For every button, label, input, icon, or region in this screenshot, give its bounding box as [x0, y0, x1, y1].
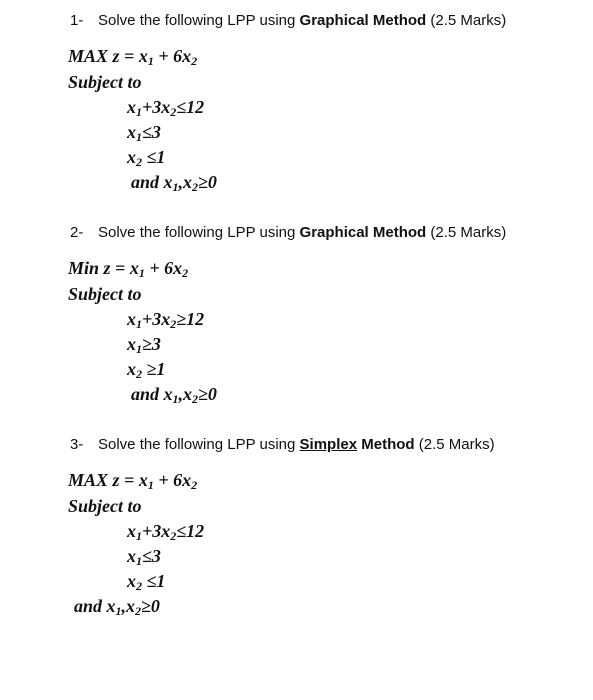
- math-subscript: 1: [172, 392, 179, 406]
- math-subscript: 1: [138, 266, 145, 280]
- marks-text: (2.5 Marks): [414, 436, 495, 453]
- math-term: ≤12: [176, 521, 205, 541]
- method-name: Graphical Method: [299, 12, 427, 29]
- marks-text: (2.5 Marks): [426, 12, 507, 29]
- math-subscript: 2: [192, 392, 199, 406]
- objective-function: [68, 470, 197, 493]
- question-number: 1-: [70, 12, 84, 29]
- math-subscript: 2: [135, 604, 142, 618]
- math-term: ≤1: [142, 571, 166, 591]
- math-term: x: [173, 258, 183, 278]
- math-term: + 6: [153, 470, 183, 490]
- math-subscript: 1: [147, 478, 154, 492]
- math-term: ≥0: [198, 172, 217, 192]
- math-subscript: 2: [170, 529, 177, 543]
- math-term: ≥12: [176, 309, 205, 329]
- math-term: x: [138, 470, 148, 490]
- math-term: and: [74, 596, 107, 616]
- math-term: ≤12: [176, 97, 205, 117]
- math-term: ≤3: [142, 546, 161, 566]
- subject-to-label: Subject to: [68, 284, 142, 304]
- math-subscript: 1: [115, 604, 122, 618]
- heading-prefix: Solve the following LPP using: [98, 436, 300, 453]
- constraint-1: [127, 97, 204, 120]
- math-subscript: 1: [136, 105, 142, 119]
- math-term: x: [183, 384, 193, 404]
- nonnegativity-constraint: [74, 596, 160, 619]
- constraint-2: [127, 122, 161, 145]
- math-term: x: [106, 596, 116, 616]
- math-subscript: 2: [191, 54, 198, 68]
- method-name: Simplex: [299, 436, 358, 453]
- math-term: ≥0: [198, 384, 217, 404]
- math-subscript: 1: [136, 529, 142, 543]
- constraint-2: [127, 334, 161, 357]
- math-term: x: [127, 147, 136, 167]
- math-term: x: [138, 46, 148, 66]
- question-number: 2-: [70, 224, 84, 241]
- math-term: and: [131, 172, 164, 192]
- objective-function: [68, 258, 188, 281]
- math-term: x: [127, 122, 136, 142]
- question-heading: [70, 436, 495, 453]
- math-term: x: [161, 521, 171, 541]
- math-subscript: 2: [170, 317, 177, 331]
- math-term: x: [127, 571, 136, 591]
- nonnegativity-constraint: [131, 172, 217, 195]
- method-name: Graphical Method: [299, 224, 427, 241]
- math-term: and: [131, 384, 164, 404]
- math-term: x: [126, 596, 136, 616]
- math-subscript: 2: [136, 579, 142, 593]
- math-term: ,: [178, 172, 184, 192]
- method-suffix: Method: [357, 436, 415, 453]
- question-number: 3-: [70, 436, 84, 453]
- marks-text: (2.5 Marks): [426, 224, 507, 241]
- subject-to-label: Subject to: [68, 72, 142, 92]
- math-term: x: [127, 97, 136, 117]
- math-term: x: [127, 521, 136, 541]
- math-term: ,: [121, 596, 127, 616]
- math-term: z: [112, 46, 120, 66]
- constraint-3: [127, 571, 165, 594]
- math-term: x: [163, 172, 173, 192]
- math-term: +3: [142, 97, 162, 117]
- math-term: + 6: [144, 258, 174, 278]
- math-term: ≤1: [142, 147, 166, 167]
- question-heading: [70, 224, 506, 241]
- math-subscript: 1: [136, 342, 142, 356]
- constraint-1: [127, 309, 204, 332]
- math-subscript: 2: [170, 105, 177, 119]
- math-term: z: [103, 258, 111, 278]
- math-subscript: 2: [136, 155, 142, 169]
- heading-prefix: Solve the following LPP using: [98, 12, 300, 29]
- math-term: +3: [142, 309, 162, 329]
- math-term: =: [119, 46, 139, 66]
- math-term: x: [182, 46, 192, 66]
- heading-prefix: Solve the following LPP using: [98, 224, 300, 241]
- math-term: =: [110, 258, 130, 278]
- math-term: =: [119, 470, 139, 490]
- math-subscript: 1: [136, 130, 142, 144]
- math-term: x: [127, 309, 136, 329]
- math-term: x: [127, 359, 136, 379]
- math-subscript: 2: [191, 478, 198, 492]
- math-term: x: [129, 258, 139, 278]
- math-term: MAX: [68, 46, 109, 66]
- math-term: x: [182, 470, 192, 490]
- math-term: MAX: [68, 470, 109, 490]
- math-term: x: [183, 172, 193, 192]
- math-term: x: [127, 334, 136, 354]
- math-term: + 6: [153, 46, 183, 66]
- math-term: +3: [142, 521, 162, 541]
- math-term: x: [161, 309, 171, 329]
- math-term: ,: [178, 384, 184, 404]
- objective-function: [68, 46, 197, 69]
- math-subscript: 1: [136, 317, 142, 331]
- math-term: ≥0: [141, 596, 160, 616]
- math-subscript: 2: [192, 180, 199, 194]
- math-subscript: 2: [182, 266, 189, 280]
- math-term: x: [161, 97, 171, 117]
- math-subscript: 1: [147, 54, 154, 68]
- question-heading: [70, 12, 506, 29]
- math-term: ≥3: [142, 334, 161, 354]
- constraint-3: [127, 147, 165, 170]
- constraint-3: [127, 359, 165, 382]
- math-term: ≤3: [142, 122, 161, 142]
- math-term: x: [127, 546, 136, 566]
- math-subscript: 1: [136, 554, 142, 568]
- math-subscript: 1: [172, 180, 179, 194]
- math-subscript: 2: [136, 367, 142, 381]
- math-term: x: [163, 384, 173, 404]
- math-term: Min: [68, 258, 100, 278]
- subject-to-label: Subject to: [68, 496, 142, 516]
- nonnegativity-constraint: [131, 384, 217, 407]
- math-term: z: [112, 470, 120, 490]
- math-term: ≥1: [142, 359, 166, 379]
- constraint-2: [127, 546, 161, 569]
- constraint-1: [127, 521, 204, 544]
